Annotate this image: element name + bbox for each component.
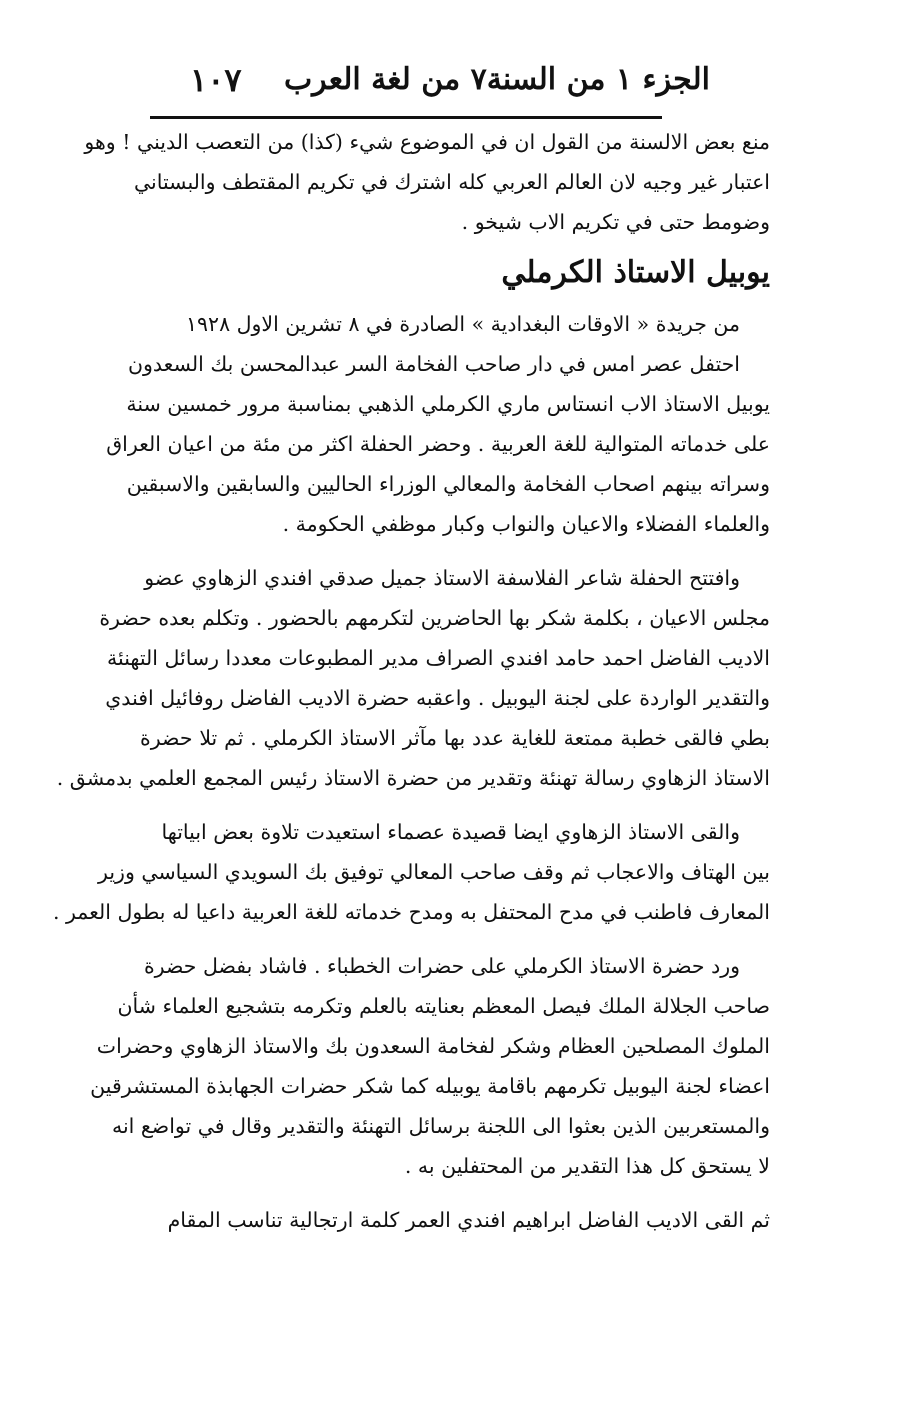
text-line: وافتتح الحفلة شاعر الفلاسفة الاستاذ جميل صدقي افندي الزهاوي عضو: [144, 566, 740, 590]
text-line: والعلماء الفضلاء والاعيان والنواب وكبار موظفي الحكومة .: [282, 512, 770, 536]
text-line: بطي فالقى خطبة ممتعة للغاية عدد بها مآثر الاستاذ الكرملي . ثم تلا حضرة: [140, 726, 770, 750]
text-line: منع بعض الالسنة من القول ان في الموضوع شيء (كذا) من التعصب الديني ! وهو: [84, 130, 770, 154]
header-rule: [150, 116, 662, 119]
paragraph: [106, 344, 770, 544]
running-header: [150, 58, 710, 108]
text-line: ورد حضرة الاستاذ الكرملي على حضرات الخطباء . فاشاد بفضل حضرة: [143, 954, 740, 978]
text-line: والمستعربين الذين بعثوا الى اللجنة برسائل التهنئة والتقدير وقال في تواضع انه: [111, 1114, 770, 1138]
source-line: من جريدة « الاوقات البغدادية » الصادرة في ٨ تشرين الاول ١٩٢٨: [186, 312, 740, 336]
page-number: ١٠٧: [190, 61, 242, 99]
text-line: صاحب الجلالة الملك فيصل المعظم بعنايته بالعلم وتكرمه بتشجيع العلماء شأن: [117, 994, 770, 1018]
text-line: المعارف فاطنب في مدح المحتفل به ومدح خدماته للغة العربية داعيا له بطول العمر .: [52, 900, 770, 924]
text-line: والتقدير الواردة على لجنة اليوبيل . واعقبه حضرة الاديب الفاضل روفائيل افندي: [105, 686, 770, 710]
paragraph: [140, 1200, 770, 1240]
text-line: بين الهتاف والاعجاب ثم وقف صاحب المعالي توفيق بك السويدي السياسي وزير: [98, 860, 770, 884]
text-line: يوبيل الاستاذ الاب انستاس ماري الكرملي الذهبي بمناسبة مرور خمسين سنة: [126, 392, 770, 416]
text-line: احتفل عصر امس في دار صاحب الفخامة السر عبدالمحسن بك السعدون: [127, 352, 740, 376]
text-line: وسراته بينهم اصحاب الفخامة والمعالي الوزراء الحاليين والسابقين والاسبقين: [126, 472, 770, 496]
text-line: ثم القى الاديب الفاضل ابراهيم افندي العمر كلمة ارتجالية تناسب المقام: [167, 1208, 770, 1232]
text-line: لا يستحق كل هذا التقدير من المحتفلين به .: [404, 1154, 770, 1178]
text-line: وضومط حتى في تكريم الاب شيخو .: [461, 210, 770, 234]
header-title: الجزء ١ من السنة٧ من لغة العرب: [283, 62, 710, 97]
section-title: يوبيل الاستاذ الكرملي: [501, 255, 770, 290]
text-line: اعتبار غير وجيه لان العالم العربي كله اشترك في تكريم المقتطف والبستاني: [133, 170, 770, 194]
text-line: الاستاذ الزهاوي رسالة تهنئة وتقدير من حضرة الاستاذ رئيس المجمع العلمي بدمشق .: [56, 766, 770, 790]
paragraph: [90, 946, 770, 1186]
paragraph: [56, 558, 770, 798]
text-line: على خدماته المتوالية للغة العربية . وحضر الحفلة اكثر من مئة من اعيان العراق: [106, 432, 770, 456]
text-line: مجلس الاعيان ، بكلمة شكر بها الحاضرين لتكرمهم بالحضور . وتكلم بعده حضرة: [99, 606, 770, 630]
text-line: اعضاء لجنة اليوبيل تكرمهم باقامة يوبيله كما شكر حضرات الجهابذة المستشرقين: [90, 1074, 770, 1098]
text-line: الاديب الفاضل احمد حامد افندي الصراف مدير المطبوعات معددا رسائل التهنئة: [107, 646, 770, 670]
text-line: الملوك المصلحين العظام وشكر لفخامة السعدون بك والاستاذ الزهاوي وحضرات: [96, 1034, 770, 1058]
paragraph: [52, 812, 770, 932]
paragraph: [84, 122, 770, 242]
body-text: [52, 122, 770, 1240]
text-line: والقى الاستاذ الزهاوي ايضا قصيدة عصماء استعيدت تلاوة بعض ابياتها: [161, 820, 740, 844]
